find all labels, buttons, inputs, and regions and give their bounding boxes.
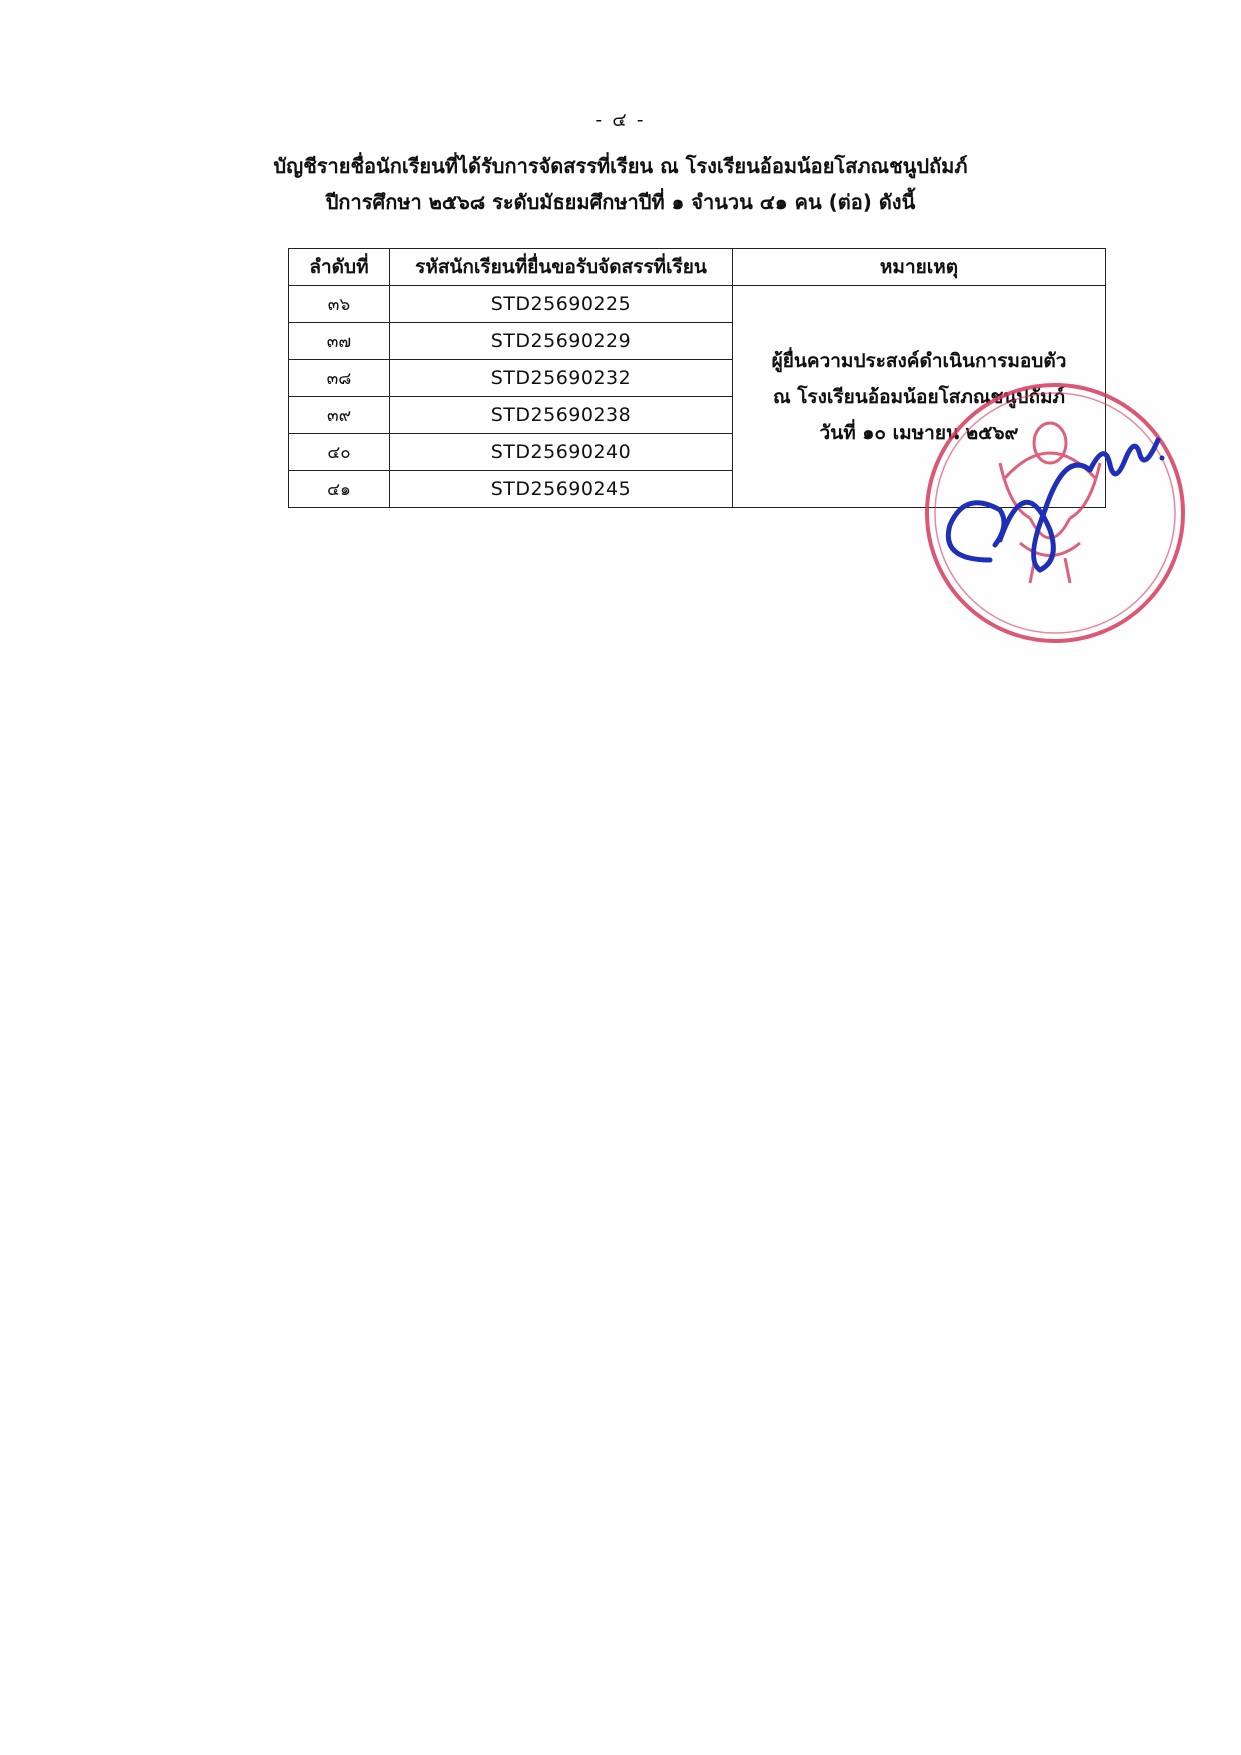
table-row bbox=[289, 286, 1106, 323]
table-header-row bbox=[289, 249, 1106, 286]
row-index: ๓๘ bbox=[289, 360, 390, 397]
row-index: ๔๐ bbox=[289, 434, 390, 471]
column-header-student-code: รหัสนักเรียนที่ยื่นขอรับจัดสรรที่เรียน bbox=[390, 249, 733, 286]
row-student-code: STD25690238 bbox=[390, 397, 733, 434]
row-student-code: STD25690245 bbox=[390, 471, 733, 508]
remark-line-3: วันที่ ๑๐ เมษายน ๒๕๖๙ bbox=[819, 421, 1019, 444]
row-index: ๓๖ bbox=[289, 286, 390, 323]
row-student-code: STD25690240 bbox=[390, 434, 733, 471]
row-index: ๓๗ bbox=[289, 323, 390, 360]
remark-line-2: ณ โรงเรียนอ้อมน้อยโสภณชนูปถัมภ์ bbox=[772, 385, 1066, 408]
document-title-line-2: ปีการศึกษา ๒๕๖๘ ระดับมัธยมศึกษาปีที่ ๑ จำนวน ๔๑ คน (ต่อ) ดังนี้ bbox=[325, 190, 916, 214]
column-header-index: ลำดับที่ bbox=[289, 249, 390, 286]
row-index: ๔๑ bbox=[289, 471, 390, 508]
remark-line-1: ผู้ยื่นความประสงค์ดำเนินการมอบตัว bbox=[771, 349, 1067, 372]
page-number: - ๔ - bbox=[595, 109, 646, 131]
handwritten-signature bbox=[930, 410, 1170, 610]
column-header-remark: หมายเหตุ bbox=[733, 249, 1106, 286]
row-student-code: STD25690229 bbox=[390, 323, 733, 360]
document-title-line-1: บัญชีรายชื่อนักเรียนที่ได้รับการจัดสรรที่เรียน ณ โรงเรียนอ้อมน้อยโสภณชนูปถัมภ์ bbox=[273, 154, 968, 178]
row-index: ๓๙ bbox=[289, 397, 390, 434]
row-student-code: STD25690232 bbox=[390, 360, 733, 397]
row-student-code: STD25690225 bbox=[390, 286, 733, 323]
